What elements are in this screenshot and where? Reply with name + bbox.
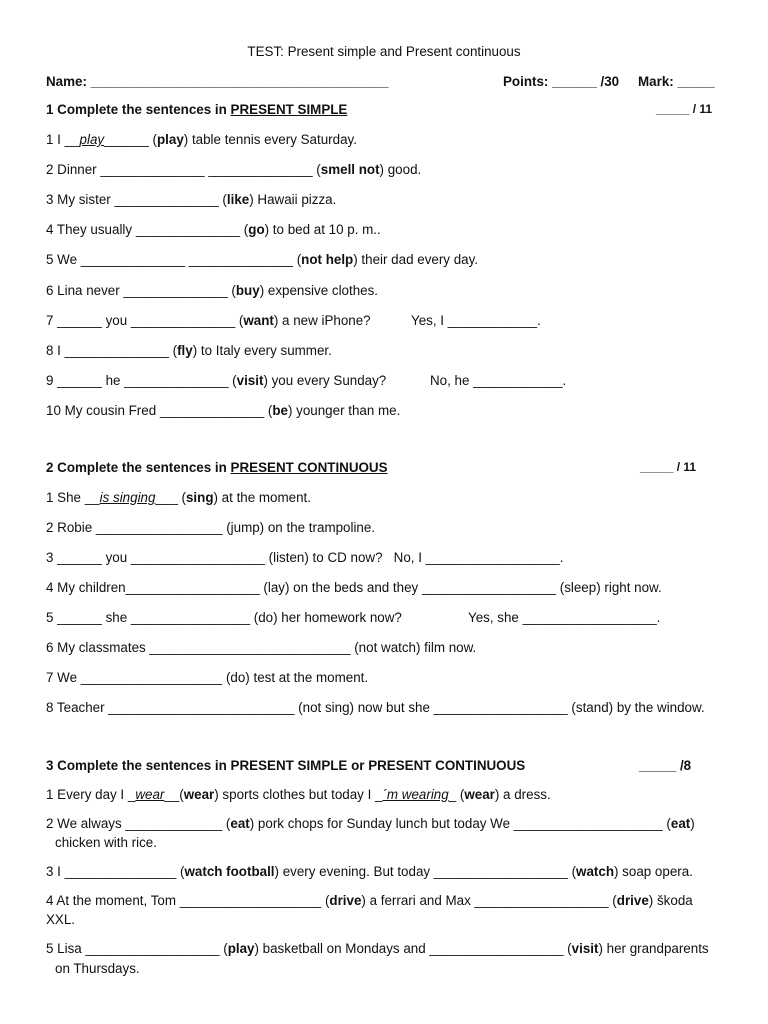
section-3-heading: 3 Complete the sentences in PRESENT SIMPLE or PRESENT CONTINUOUS <box>46 758 526 773</box>
mark-field[interactable]: Mark: _____ <box>638 74 715 89</box>
s3-question-4[interactable] <box>46 893 693 908</box>
q-text: 1 I __ <box>46 132 80 147</box>
q-text: ) a new iPhone? <box>273 313 371 328</box>
verb: visit <box>571 941 599 956</box>
section-1-tense: PRESENT SIMPLE <box>230 102 348 117</box>
verb: eat <box>670 816 691 831</box>
s3-question-5-continued: on Thursdays. <box>55 961 140 976</box>
q-text: ) every evening. But today __________________ ( <box>274 864 577 879</box>
s1-question-9[interactable] <box>46 373 386 388</box>
q-text: _ ( <box>448 787 465 802</box>
q-text: ) her grandparents <box>598 941 709 956</box>
s3-question-4-continued: XXL. <box>46 912 76 927</box>
q-text: ) good. <box>379 162 422 177</box>
example-answer: wear <box>135 787 165 802</box>
q-text: ) you every Sunday? <box>263 373 387 388</box>
section-1-score[interactable]: _____ / 11 <box>656 102 713 116</box>
q-text: ______ ( <box>104 132 157 147</box>
section-2-score[interactable]: _____ / 11 <box>640 460 697 474</box>
q-text: ___ ( <box>155 490 186 505</box>
q-text: ) <box>690 816 695 831</box>
section-1-heading <box>46 102 347 117</box>
q-text: ) pork chops for Sunday lunch but today We ____________________ ( <box>249 816 671 831</box>
s3-question-5[interactable] <box>46 941 709 956</box>
verb: fly <box>177 343 193 358</box>
q-text: ) to bed at 10 p. m.. <box>264 222 381 237</box>
section-2-tense: PRESENT CONTINUOUS <box>230 460 388 475</box>
points-field[interactable]: Points: ______ /30 <box>503 74 620 89</box>
s3-question-1 <box>46 787 551 802</box>
s1-question-9-answer[interactable]: No, he ____________. <box>430 373 567 388</box>
q-text: 9 ______ he ______________ ( <box>46 373 237 388</box>
verb: watch <box>576 864 614 879</box>
s2-question-8[interactable]: 8 Teacher _________________________ (not sing) now but she __________________ (stand) by the window. <box>46 700 705 715</box>
q-text: ) at the moment. <box>213 490 311 505</box>
section-3-score[interactable]: _____ /8 <box>639 758 692 773</box>
q-text: 1 She __ <box>46 490 100 505</box>
verb: play <box>227 941 255 956</box>
section-1-heading-text: 1 Complete the sentences in <box>46 102 231 117</box>
s1-question-6[interactable] <box>46 283 378 298</box>
q-text: 6 Lina never ______________ ( <box>46 283 236 298</box>
s2-question-5[interactable]: 5 ______ she ________________ (do) her homework now? <box>46 610 402 625</box>
s1-question-5[interactable] <box>46 252 478 267</box>
q-text: ) basketball on Mondays and __________________ ( <box>254 941 572 956</box>
q-text: ) a ferrari and Max __________________ ( <box>361 893 617 908</box>
s2-question-3[interactable]: 3 ______ you __________________ (listen) to CD now? No, I __________________. <box>46 550 564 565</box>
name-field[interactable]: Name: ________________________________________ <box>46 74 389 89</box>
s3-question-3[interactable] <box>46 864 693 879</box>
q-text: 3 I _______________ ( <box>46 864 185 879</box>
verb: like <box>226 192 250 207</box>
s1-question-3[interactable] <box>46 192 336 207</box>
q-text: 10 My cousin Fred ______________ ( <box>46 403 273 418</box>
verb: go <box>248 222 265 237</box>
s2-question-4[interactable]: 4 My children__________________ (lay) on the beds and they __________________ (sleep) right now. <box>46 580 662 595</box>
q-text: 7 ______ you ______________ ( <box>46 313 244 328</box>
q-text: 3 My sister ______________ ( <box>46 192 227 207</box>
q-text: ) expensive clothes. <box>259 283 379 298</box>
s2-question-6[interactable]: 6 My classmates ___________________________ (not watch) film now. <box>46 640 477 655</box>
q-text: ) their dad every day. <box>353 252 479 267</box>
q-text: ) sports clothes but today I _ <box>214 787 383 802</box>
q-text: 4 They usually ______________ ( <box>46 222 249 237</box>
section-2-heading <box>46 460 388 475</box>
s1-question-7-answer[interactable]: Yes, I ____________. <box>411 313 541 328</box>
s3-question-2-continued: chicken with rice. <box>55 835 157 850</box>
s3-question-2[interactable] <box>46 816 695 831</box>
q-text: 2 We always _____________ ( <box>46 816 231 831</box>
q-text: ) škoda <box>648 893 693 908</box>
s1-question-2[interactable] <box>46 162 421 177</box>
verb: watch football <box>184 864 275 879</box>
s1-question-10[interactable] <box>46 403 400 418</box>
s2-question-7[interactable]: 7 We ___________________ (do) test at the moment. <box>46 670 369 685</box>
q-text: __( <box>164 787 184 802</box>
q-text: ) soap opera. <box>614 864 693 879</box>
verb: buy <box>235 283 260 298</box>
section-2-heading-text: 2 Complete the sentences in <box>46 460 231 475</box>
worksheet-title: TEST: Present simple and Present continuous <box>247 44 521 59</box>
q-text: 1 Every day I _ <box>46 787 136 802</box>
verb: play <box>156 132 184 147</box>
q-text: 8 I ______________ ( <box>46 343 178 358</box>
s2-question-2[interactable]: 2 Robie _________________ (jump) on the trampoline. <box>46 520 376 535</box>
q-text: 2 Dinner ______________ ______________ ( <box>46 162 321 177</box>
verb: not help <box>301 252 354 267</box>
s2-question-5-answer[interactable]: Yes, she __________________. <box>468 610 661 625</box>
verb: wear <box>464 787 495 802</box>
example-answer: is singing <box>99 490 156 505</box>
s2-question-1 <box>46 490 311 505</box>
verb: drive <box>329 893 362 908</box>
q-text: ) a dress. <box>494 787 551 802</box>
verb: sing <box>185 490 214 505</box>
example-answer: ´m wearing <box>382 787 449 802</box>
q-text: ) table tennis every Saturday. <box>183 132 357 147</box>
verb: drive <box>616 893 649 908</box>
q-text: ) to Italy every summer. <box>192 343 332 358</box>
verb: visit <box>236 373 264 388</box>
q-text: ) younger than me. <box>287 403 401 418</box>
q-text: 4 At the moment, Tom ___________________ ( <box>46 893 330 908</box>
q-text: 5 We ______________ ______________ ( <box>46 252 302 267</box>
verb: smell not <box>320 162 380 177</box>
verb: be <box>272 403 288 418</box>
verb: eat <box>230 816 250 831</box>
example-answer: play <box>79 132 105 147</box>
s1-question-1 <box>46 132 357 147</box>
q-text: ) Hawaii pizza. <box>249 192 337 207</box>
s1-question-8[interactable] <box>46 343 332 358</box>
s1-question-7[interactable] <box>46 313 371 328</box>
verb: want <box>243 313 274 328</box>
q-text: 5 Lisa __________________ ( <box>46 941 228 956</box>
s1-question-4[interactable] <box>46 222 381 237</box>
verb: wear <box>183 787 215 802</box>
